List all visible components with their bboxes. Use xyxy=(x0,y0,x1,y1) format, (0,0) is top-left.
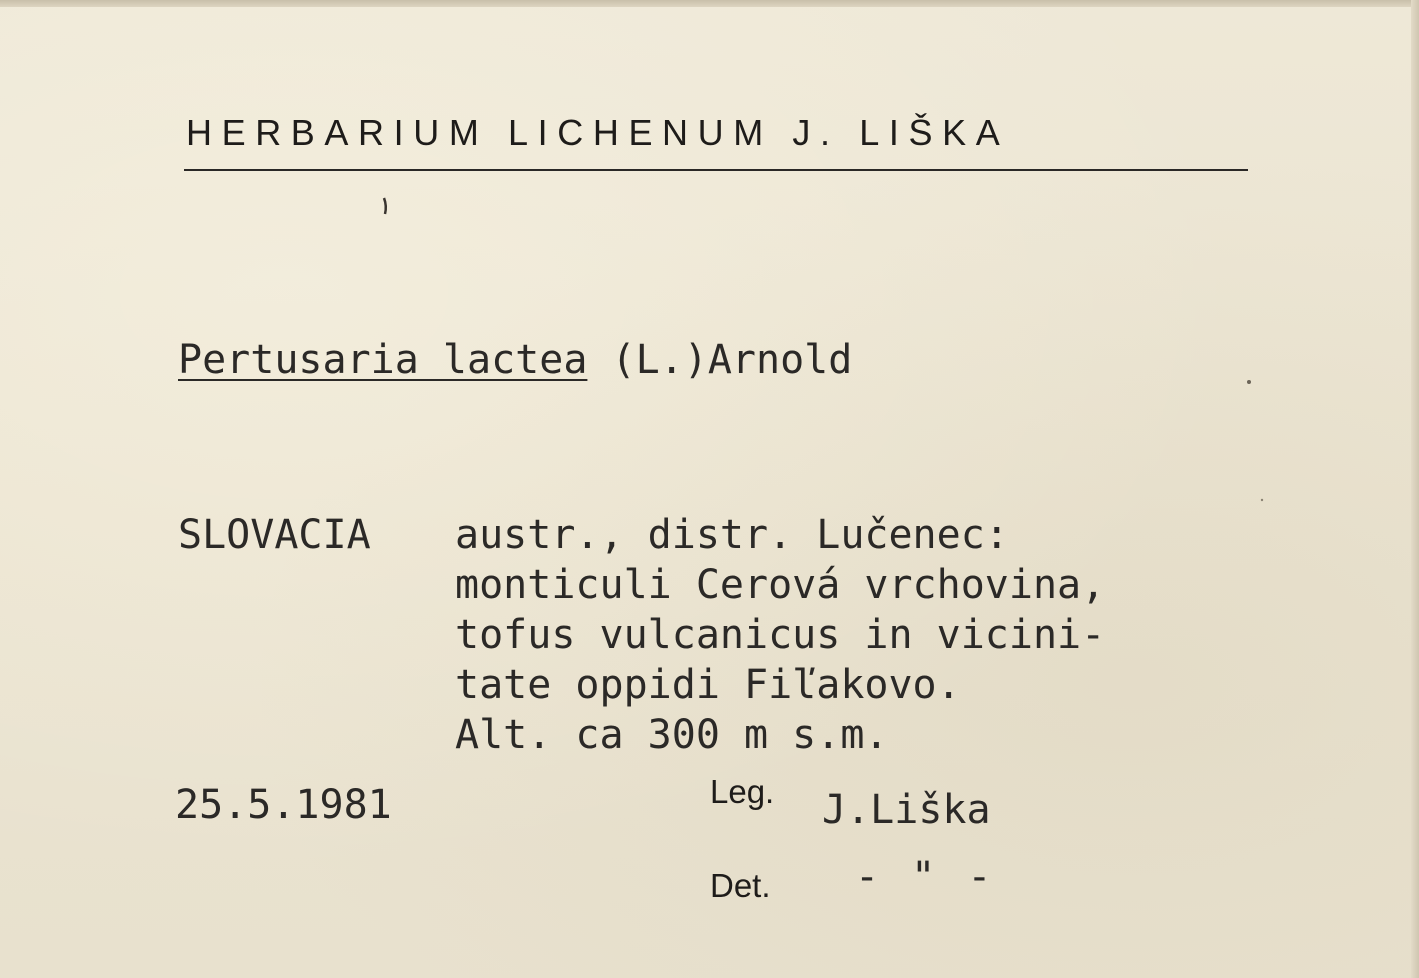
locality-line: monticuli Cerová vrchovina, xyxy=(455,562,1106,608)
locality-line: austr., distr. Lučenec: xyxy=(455,512,1009,558)
leg-label: Leg. xyxy=(710,773,775,810)
locality-line: tofus vulcanicus in vicini- xyxy=(455,612,1106,658)
det-label: Det. xyxy=(710,867,771,904)
taxon-author: (L.)Arnold xyxy=(587,337,853,383)
herbarium-title: HERBARIUM LICHENUM J. LIŠKA xyxy=(186,112,1010,153)
determiner-ditto: - " - xyxy=(855,854,996,900)
altitude-line: Alt. ca 300 m s.m. xyxy=(455,712,889,758)
collection-date: 25.5.1981 xyxy=(175,782,392,828)
taxon-line xyxy=(178,337,853,383)
collector-name: J.Liška xyxy=(822,787,991,833)
taxon-name: Pertusaria lactea xyxy=(178,337,588,383)
locality-line: tate oppidi Fiľakovo. xyxy=(455,662,961,708)
region-name: SLOVACIA xyxy=(178,512,371,558)
